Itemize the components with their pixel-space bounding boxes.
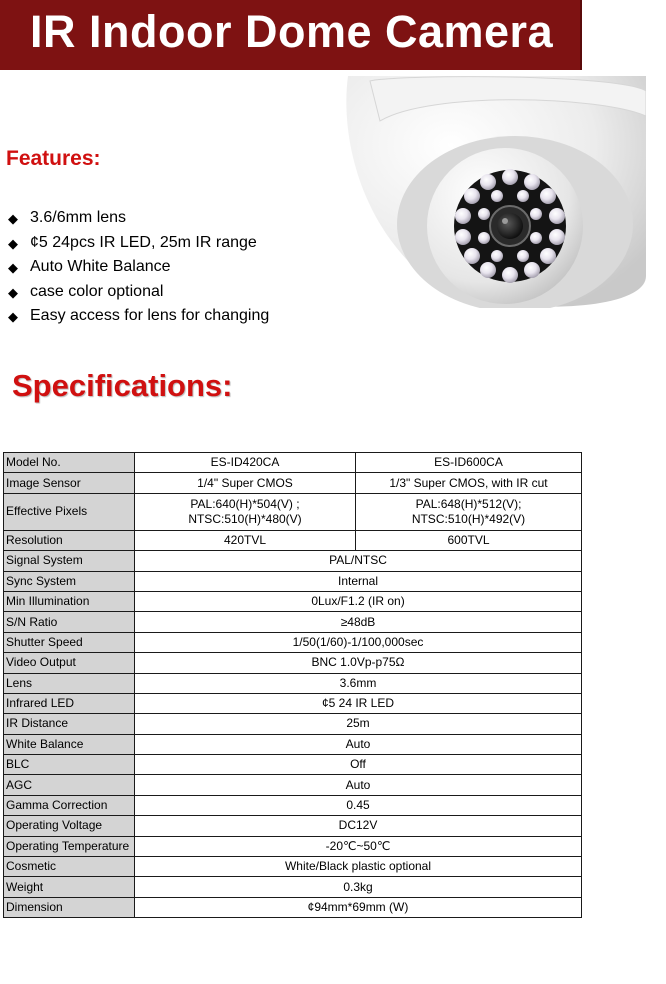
diamond-bullet-icon: ◆: [8, 284, 18, 300]
table-row: [4, 632, 582, 652]
table-row: [4, 453, 582, 473]
cell-value: ¢5 24 IR LED: [135, 693, 582, 713]
features-heading: Features:: [6, 147, 101, 170]
cell-value: Auto: [135, 775, 582, 795]
cell-value: 0.45: [135, 795, 582, 815]
table-row: [4, 493, 582, 530]
row-label: Operating Voltage: [4, 816, 135, 836]
ntsc-pixels: NTSC:510(H)*480(V): [188, 511, 302, 526]
dome-camera-image: [340, 76, 646, 308]
row-label: Effective Pixels: [4, 493, 135, 530]
cell-value: -20℃~50℃: [135, 836, 582, 856]
table-row: [4, 734, 582, 754]
feature-item: ◆ ¢5 24pcs IR LED, 25m IR range: [8, 233, 269, 258]
cell-value: Internal: [135, 571, 582, 591]
cell-value: 3.6mm: [135, 673, 582, 693]
cell-value: [135, 493, 356, 530]
table-row: [4, 795, 582, 815]
row-label: Image Sensor: [4, 473, 135, 493]
cell-value: 600TVL: [356, 530, 582, 550]
table-row: [4, 877, 582, 897]
cell-value: [356, 493, 582, 530]
row-label: White Balance: [4, 734, 135, 754]
cell-value: Off: [135, 755, 582, 775]
specifications-table: [3, 452, 582, 918]
cell-value: 0.3kg: [135, 877, 582, 897]
row-label: Model No.: [4, 453, 135, 473]
cell-value: 25m: [135, 714, 582, 734]
table-row: [4, 755, 582, 775]
row-label: Signal System: [4, 551, 135, 571]
table-row: [4, 775, 582, 795]
specifications-heading: Specifications:: [12, 368, 233, 403]
feature-item: ◆ Auto White Balance: [8, 257, 269, 282]
cell-value: Auto: [135, 734, 582, 754]
pal-pixels: PAL:648(H)*512(V);: [415, 496, 522, 511]
cell-value: 420TVL: [135, 530, 356, 550]
row-label: BLC: [4, 755, 135, 775]
cell-value: White/Black plastic optional: [135, 857, 582, 877]
model-2: ES-ID600CA: [356, 453, 582, 473]
row-label: Dimension: [4, 897, 135, 917]
table-row: [4, 836, 582, 856]
title-banner: [0, 0, 582, 70]
diamond-bullet-icon: ◆: [8, 260, 18, 276]
row-label: Operating Temperature: [4, 836, 135, 856]
feature-item: ◆ 3.6/6mm lens: [8, 208, 269, 233]
diamond-bullet-icon: ◆: [8, 309, 18, 325]
page-title: IR Indoor Dome Camera: [30, 6, 554, 57]
diamond-bullet-icon: ◆: [8, 235, 18, 251]
row-label: Resolution: [4, 530, 135, 550]
cell-value: 0Lux/F1.2 (IR on): [135, 591, 582, 611]
feature-item: ◆ Easy access for lens for changing: [8, 306, 269, 331]
row-label: Cosmetic: [4, 857, 135, 877]
diamond-bullet-icon: ◆: [8, 211, 18, 226]
pal-pixels: PAL:640(H)*504(V) ;: [190, 496, 300, 511]
model-1: ES-ID420CA: [135, 453, 356, 473]
cell-value: BNC 1.0Vp-p75Ω: [135, 653, 582, 673]
feature-item: ◆ case color optional: [8, 282, 269, 307]
table-row: [4, 530, 582, 550]
table-row: [4, 612, 582, 632]
table-row: [4, 816, 582, 836]
table-row: [4, 571, 582, 591]
row-label: Shutter Speed: [4, 632, 135, 652]
features-list: [8, 208, 269, 331]
row-label: Min Illumination: [4, 591, 135, 611]
row-label: Weight: [4, 877, 135, 897]
cell-value: 1/50(1/60)-1/100,000sec: [135, 632, 582, 652]
table-row: [4, 857, 582, 877]
table-row: [4, 551, 582, 571]
table-row: [4, 693, 582, 713]
cell-value: 1/4" Super CMOS: [135, 473, 356, 493]
row-label: Lens: [4, 673, 135, 693]
table-row: [4, 653, 582, 673]
cell-value: ≥48dB: [135, 612, 582, 632]
cell-value: PAL/NTSC: [135, 551, 582, 571]
ntsc-pixels: NTSC:510(H)*492(V): [411, 511, 526, 526]
row-label: IR Distance: [4, 714, 135, 734]
table-row: [4, 714, 582, 734]
table-row: [4, 897, 582, 917]
row-label: Gamma Correction: [4, 795, 135, 815]
row-label: AGC: [4, 775, 135, 795]
table-row: [4, 591, 582, 611]
cell-value: ¢94mm*69mm (W): [135, 897, 582, 917]
table-row: [4, 473, 582, 493]
row-label: Infrared LED: [4, 693, 135, 713]
cell-value: 1/3" Super CMOS, with IR cut: [356, 473, 582, 493]
row-label: Video Output: [4, 653, 135, 673]
row-label: Sync System: [4, 571, 135, 591]
row-label: S/N Ratio: [4, 612, 135, 632]
table-row: [4, 673, 582, 693]
cell-value: DC12V: [135, 816, 582, 836]
